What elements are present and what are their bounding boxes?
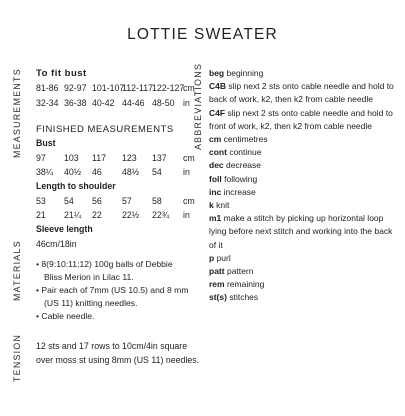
table-cell: 53 [36,196,46,206]
list-item: m1 make a stitch by picking up horizontal loop lying before next stitch and working into the back of it [209,213,393,250]
abbreviations-section-label: ABBREVIATIONS [193,62,203,150]
table-cell: 101-107 [92,83,125,93]
table-cell: 81-86 [36,83,59,93]
sleeve-heading: Sleeve length [36,224,93,234]
table-cell: 103 [64,153,79,163]
list-item: dec decrease [209,160,261,171]
measurements-section-label: MEASUREMENTS [12,68,22,158]
length-heading: Length to shoulder [36,181,116,191]
list-item: C4B slip next 2 sts onto cable needle and hold to back of work, k2, then k2 from cable needle [209,81,394,105]
table-cell: cm [183,153,195,163]
table-cell: 123 [122,153,137,163]
list-item: patt pattern [209,266,254,277]
abbreviations-list [209,67,401,305]
tension-line-2: over moss st using 8mm (US 11) needles. [36,355,200,365]
list-item: C4F slip next 2 sts onto cable needle and hold to front of work, k2, then k2 from cable needle [209,107,393,131]
list-item: foll following [209,173,258,184]
materials-list [36,258,191,323]
list-item: cm centimetres [209,134,268,145]
table-cell: 48-50 [152,98,175,108]
table-cell: 44-46 [122,98,145,108]
table-cell: 46 [92,167,102,177]
table-cell: 22 [92,210,102,220]
table-cell: 36-38 [64,98,87,108]
table-cell: 54 [64,196,74,206]
table-cell: 92-97 [64,83,87,93]
table-cell: 57 [122,196,132,206]
table-cell: 32-34 [36,98,59,108]
list-item: • Pair each of 7mm (US 10.5) and 8 mm (US 11) knitting needles. [36,285,189,308]
table-cell: in [183,210,190,220]
list-item: beg beginning [209,68,264,78]
tension-section-label: TENSION [12,333,22,382]
table-cell: 117 [92,153,107,163]
table-cell: in [183,167,190,177]
table-cell: 22½ [122,210,140,220]
table-cell: 97 [36,153,46,163]
table-cell: 54 [152,167,162,177]
list-item: inc increase [209,186,256,197]
table-cell: 38¼ [36,167,54,177]
table-cell: cm [183,83,195,93]
table-cell: 112-117 [122,83,153,93]
list-item: • 8(9:10:11:12) 100g balls of Debbie Bliss Merion in Lilac 11. [36,259,173,282]
table-cell: 22¾ [152,210,170,220]
table-cell: 58 [152,196,162,206]
table-cell: 56 [92,196,102,206]
list-item: • Cable needle. [36,311,95,321]
tension-line-1: 12 sts and 17 rows to 10cm/4in square [36,341,188,351]
fit-bust-heading: To fit bust [36,68,87,79]
table-cell: 21¼ [64,210,82,220]
table-cell: 137 [152,153,167,163]
page-title: LOTTIE SWEATER [127,26,278,43]
list-item: cont continue [209,147,262,158]
table-cell: 48½ [122,167,140,177]
list-item: rem remaining [209,279,265,290]
finished-measurements-heading: FINISHED MEASUREMENTS [36,124,174,135]
table-cell: 40½ [64,167,82,177]
list-item: st(s) stitches [209,292,259,303]
bust-heading: Bust [36,138,56,148]
table-cell: 122-127 [152,83,185,93]
table-cell: 40-42 [92,98,115,108]
list-item: k knit [209,200,230,211]
materials-section-label: MATERIALS [12,240,22,301]
list-item: p purl [209,252,231,263]
table-cell: 21 [36,210,46,220]
table-cell: in [183,98,190,108]
table-cell: cm [183,196,195,206]
sleeve-value: 46cm/18in [36,239,77,249]
